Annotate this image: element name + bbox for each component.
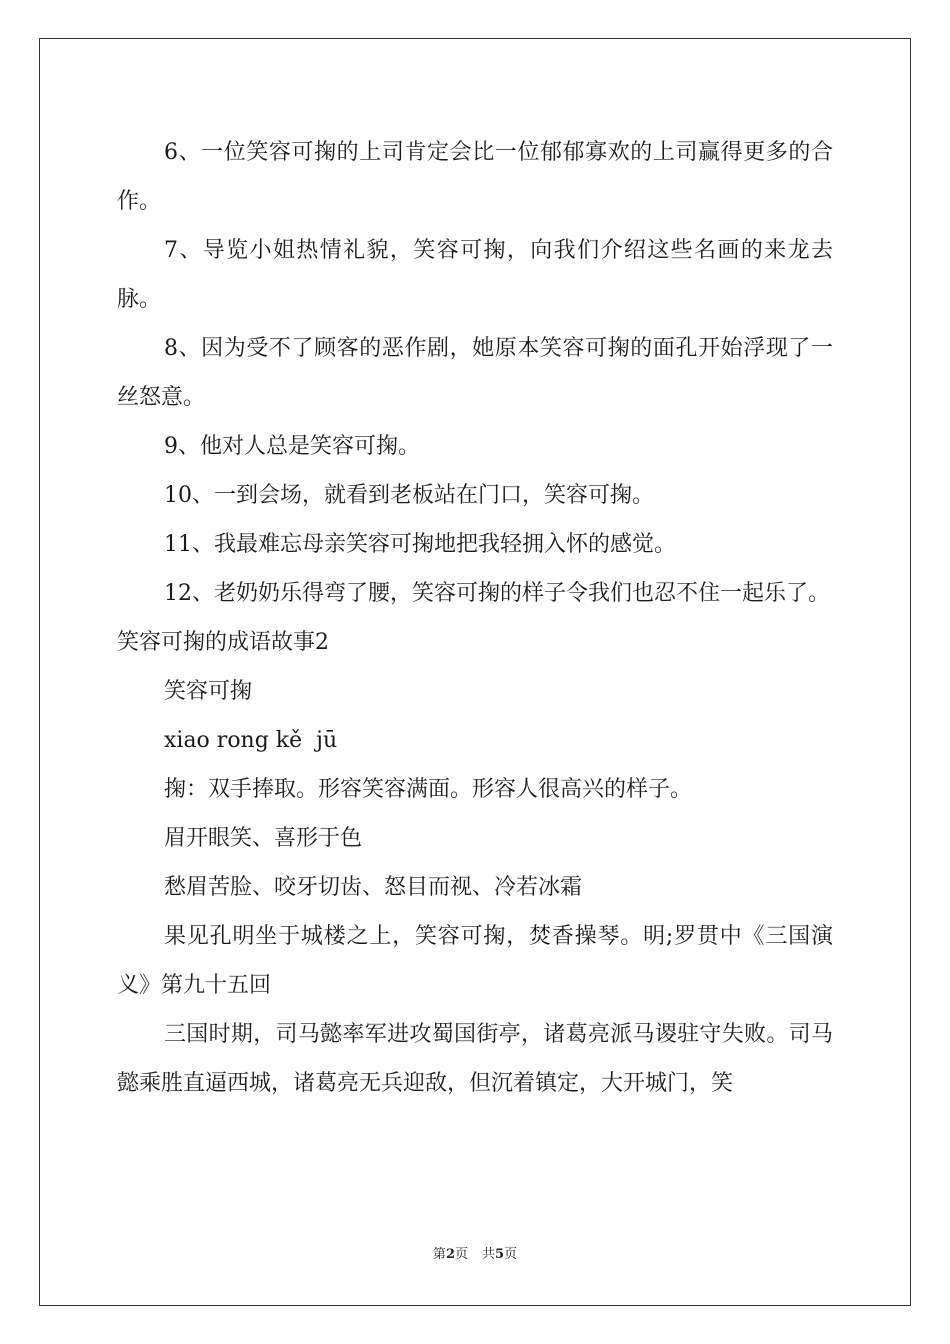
- paragraph-11: 11、我最难忘母亲笑容可掬地把我轻拥入怀的感觉。: [164, 532, 676, 557]
- paragraph-12: 12、老奶奶乐得弯了腰，笑容可掬的样子令我们也忍不住一起乐了。: [164, 581, 830, 606]
- idiom-source: 果见孔明坐于城楼之上，笑容可掬，焚香操琴。明;罗贯中《三国演义》第九十五回: [117, 924, 833, 998]
- idiom-story: 三国时期，司马懿率军进攻蜀国街亭，诸葛亮派马谡驻守失败。司马懿乘胜直逼西城，诸葛亮无兵迎敌，但沉着镇定，大开城门，笑: [117, 1022, 833, 1096]
- paragraph-8: 8、因为受不了顾客的恶作剧，她原本笑容可掬的面孔开始浮现了一丝怒意。: [117, 336, 833, 410]
- page-footer: [0, 1246, 950, 1264]
- footer-page-prefix: 第: [432, 1247, 446, 1262]
- footer-total-prefix: 共: [482, 1247, 496, 1262]
- footer-total-suffix: 页: [504, 1247, 518, 1262]
- footer-page-suffix: 页: [454, 1247, 468, 1262]
- paragraph-6: 6、一位笑容可掬的上司肯定会比一位郁郁寡欢的上司赢得更多的合作。: [117, 140, 833, 214]
- paragraph-9: 9、他对人总是笑容可掬。: [164, 434, 420, 459]
- footer-page-current: 2: [445, 1247, 455, 1262]
- document-body: [117, 128, 833, 1108]
- footer-page-total: 5: [495, 1247, 505, 1262]
- idiom-synonyms: 眉开眼笑、喜形于色: [164, 826, 363, 851]
- paragraph-10: 10、一到会场，就看到老板站在门口，笑容可掬。: [164, 483, 654, 508]
- idiom-definition: 掬：双手捧取。形容笑容满面。形容人很高兴的样子。: [164, 777, 693, 802]
- idiom-title: 笑容可掬: [164, 679, 253, 704]
- section-heading: 笑容可掬的成语故事2: [117, 630, 329, 655]
- idiom-pinyin: xiao rong kě jū: [164, 728, 338, 753]
- idiom-antonyms: 愁眉苦脸、咬牙切齿、怒目而视、冷若冰霜: [164, 875, 583, 900]
- paragraph-7: 7、导览小姐热情礼貌，笑容可掬，向我们介绍这些名画的来龙去脉。: [117, 238, 833, 312]
